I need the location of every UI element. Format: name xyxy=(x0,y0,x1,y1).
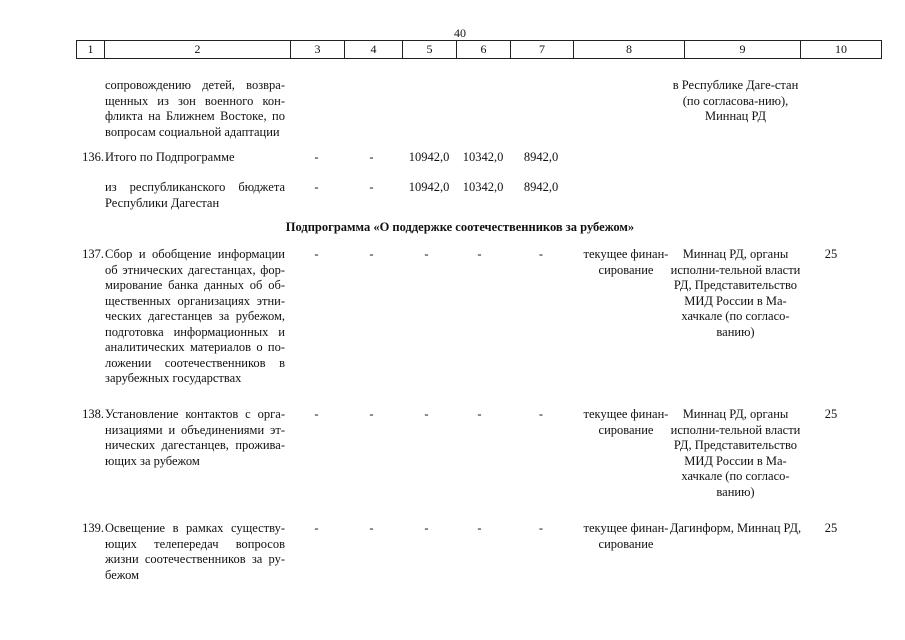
row-137-executor: Миннац РД, органы исполни-тельной власти РД, Представительство МИД России в Ма-хачкале (по согласо-ванию) xyxy=(670,247,801,339)
row-136-col6: 10342,0 xyxy=(462,150,504,164)
row-136-sub-col3: - xyxy=(314,180,319,194)
col-header-9: 9 xyxy=(685,41,801,59)
col-header-10: 10 xyxy=(801,41,882,59)
row-139-col4: - xyxy=(369,521,374,535)
row-138-executor: Миннац РД, органы исполни-тельной власти РД, Представительство МИД России в Ма-хачкале (по согласо-ванию) xyxy=(670,407,801,499)
row-136-sub-col4: - xyxy=(369,180,374,194)
page-number: 40 xyxy=(454,26,466,40)
subprogram-heading: Подпрограмма «О поддержке соотечественников за рубежом» xyxy=(285,220,635,234)
row-139-number: 139. xyxy=(82,521,104,535)
col-header-2: 2 xyxy=(105,41,291,59)
row-136-sub-description: из республиканского бюджета Республики Дагестан xyxy=(105,180,285,210)
row-138-col3: - xyxy=(314,407,319,421)
row-139-col3: - xyxy=(314,521,319,535)
row-136-col5: 10942,0 xyxy=(408,150,450,164)
col-header-1: 1 xyxy=(77,41,105,59)
row-138-number: 138. xyxy=(82,407,104,421)
row-136-sub-col5: 10942,0 xyxy=(408,180,450,194)
row-138-col6: - xyxy=(477,407,482,421)
row-136-col7: 8942,0 xyxy=(523,150,559,164)
row-139-col5: - xyxy=(424,521,429,535)
row-137-number: 137. xyxy=(82,247,104,261)
col-header-4: 4 xyxy=(345,41,403,59)
row-137-col10: 25 xyxy=(824,247,838,261)
row-continuation-executor: в Республике Даге-стан (по согласова-нию), Миннац РД xyxy=(672,78,799,123)
row-137-col5: - xyxy=(424,247,429,261)
row-139-funding: текущее финан-сирование xyxy=(583,521,669,551)
row-139-col6: - xyxy=(477,521,482,535)
row-137-col7: - xyxy=(538,247,544,261)
row-137-col6: - xyxy=(477,247,482,261)
row-136-col3: - xyxy=(314,150,319,164)
row-137-col3: - xyxy=(314,247,319,261)
row-139-col7: - xyxy=(538,521,544,535)
row-138-col7: - xyxy=(538,407,544,421)
row-138-funding: текущее финан-сирование xyxy=(583,407,669,437)
col-header-8: 8 xyxy=(574,41,685,59)
row-136-number: 136. xyxy=(82,150,104,164)
row-138-col4: - xyxy=(369,407,374,421)
row-136-sub-col6: 10342,0 xyxy=(462,180,504,194)
row-139-col10: 25 xyxy=(824,521,838,535)
row-137-col4: - xyxy=(369,247,374,261)
row-138-description: Установление контактов с орга-низациями и объединениями эт-нических дагестанцев, прожива-ющих за рубежом xyxy=(105,407,285,468)
row-138-col5: - xyxy=(424,407,429,421)
row-136-col4: - xyxy=(369,150,374,164)
row-continuation-description: сопровождению детей, возвра-щенных из зон военного кон-фликта на Ближнем Востоке, по вопросам социальной адаптации xyxy=(105,78,285,139)
row-136-description: Итого по Подпрограмме xyxy=(105,150,235,164)
col-header-5: 5 xyxy=(403,41,457,59)
row-137-funding: текущее финан-сирование xyxy=(583,247,669,277)
col-header-7: 7 xyxy=(511,41,574,59)
col-header-6: 6 xyxy=(457,41,511,59)
column-header-table xyxy=(76,40,882,59)
col-header-3: 3 xyxy=(291,41,345,59)
row-139-description: Освещение в рамках существу-ющих телепередач вопросов жизни соотечественников за ру-бежом xyxy=(105,521,285,582)
row-138-col10: 25 xyxy=(824,407,838,421)
row-136-sub-col7: 8942,0 xyxy=(523,180,559,194)
row-137-description: Сбор и обобщение информации об этнических дагестанцах, фор-мирование банка данных об об-щественных организациях этни-ческих дагестанцев за рубежом, подготовка информационных и аналитических материалов о по-ложении соотечественников в зарубежных государствах xyxy=(105,247,285,385)
row-139-executor: Дагинформ, Миннац РД, xyxy=(669,521,802,535)
